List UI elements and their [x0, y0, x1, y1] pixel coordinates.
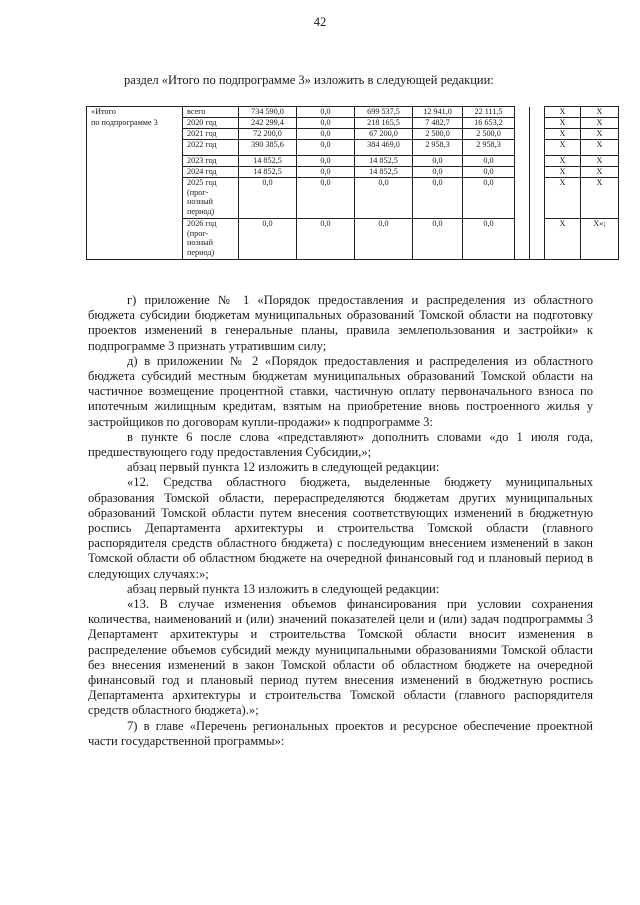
period-cell: 2025 год (прог- нозный период): [183, 178, 239, 219]
other-cell: 0,0: [463, 178, 515, 219]
paragraph: абзац первый пункта 13 изложить в следующей редакции:: [127, 581, 440, 596]
federal-cell: 0,0: [297, 219, 355, 260]
local-cell: 0,0: [413, 219, 463, 260]
x-cell: Х: [545, 107, 581, 118]
period-cell: 2026 год (прог- нозный период): [183, 219, 239, 260]
x-cell: Х: [581, 118, 619, 129]
regional-cell: 0,0: [355, 219, 413, 260]
x-cell: Х: [545, 167, 581, 178]
other-cell: 2 958,3: [463, 140, 515, 156]
total-cell: 0,0: [239, 178, 297, 219]
period-cell: 2021 год: [183, 129, 239, 140]
local-cell: 0,0: [413, 156, 463, 167]
regional-cell: 699 537,5: [355, 107, 413, 118]
paragraph: в пункте 6 после слова «представляют» дополнить словами «до 1 июля года, предшествующего году предоставления Субсидии,»;: [88, 429, 593, 460]
spacer-cell: [530, 118, 545, 129]
x-cell: Х: [545, 129, 581, 140]
spacer-cell: [515, 129, 530, 140]
federal-cell: 0,0: [297, 107, 355, 118]
x-cell: Х: [581, 178, 619, 219]
total-cell: 390 385,6: [239, 140, 297, 156]
x-cell: Х: [545, 178, 581, 219]
other-cell: 0,0: [463, 156, 515, 167]
local-cell: 2 958,3: [413, 140, 463, 156]
spacer-cell: [515, 107, 530, 118]
spacer-cell: [530, 129, 545, 140]
spacer-cell: [530, 107, 545, 118]
spacer-cell: [515, 140, 530, 156]
other-cell: 16 653,2: [463, 118, 515, 129]
total-cell: 14 852,5: [239, 156, 297, 167]
spacer-cell: [515, 156, 530, 167]
paragraph: «12. Средства областного бюджета, выделенные бюджету муниципальных образования Томской области, перераспределяются бюджетам других муниципальных образований Томской области путем внесения соответствующих изменений в бюджетную роспись Департамента архитектуры и строительства Томской области (главного распорядителя средств областного бюджета) с последующим внесением изменений в закон Томской области об областном бюджете на очередной финансовый год и плановый период в следующих случаях:»;: [88, 475, 593, 581]
paragraph: г) приложение № 1 «Порядок предоставления и распределения из областного бюджета субсидии бюджетам муниципальных образований Томской области на подготовку проектов изменений в генеральные планы, правила землепользования и застройки» к подпрограмме 3 признать утратившим силу;: [88, 293, 593, 353]
period-cell: 2022 год: [183, 140, 239, 156]
period-cell: 2020 год: [183, 118, 239, 129]
x-cell: Х»;: [581, 219, 619, 260]
regional-cell: 384 469,0: [355, 140, 413, 156]
paragraph: «13. В случае изменения объемов финансирования при условии сохранения количества, наименований и (или) значений показателей цели и (или) задач подпрограммы 3 Департамент архитектуры и строительства Томской области вносит изменения в распределение объемов субсидий между муниципальными образованиями Томской области без внесения изменений в закон Томской области об областном бюджете на очередной финансовый год и плановый период путем внесения изменений в бюджетную роспись Департамента архитектуры и строительства Томской области (главного распорядителя средств областного бюджета).»;: [88, 597, 593, 718]
period-cell: 2024 год: [183, 167, 239, 178]
spacer-cell: [515, 178, 530, 219]
regional-cell: 218 165,5: [355, 118, 413, 129]
federal-cell: 0,0: [297, 156, 355, 167]
paragraph: 7) в главе «Перечень региональных проектов и ресурсное обеспечение проектной части государственной программы»:: [88, 718, 593, 748]
spacer-cell: [530, 178, 545, 219]
local-cell: 0,0: [413, 167, 463, 178]
other-cell: 2 500,0: [463, 129, 515, 140]
section-heading: раздел «Итого по подпрограмме 3» изложить в следующей редакции:: [124, 73, 494, 87]
total-cell: 734 590,0: [239, 107, 297, 118]
page-number: 42: [313, 15, 327, 29]
regional-cell: 67 200,0: [355, 129, 413, 140]
x-cell: Х: [581, 140, 619, 156]
other-cell: 22 111,5: [463, 107, 515, 118]
federal-cell: 0,0: [297, 118, 355, 129]
spacer-cell: [530, 140, 545, 156]
regional-cell: 0,0: [355, 178, 413, 219]
period-cell: всего: [183, 107, 239, 118]
spacer-cell: [515, 219, 530, 260]
regional-cell: 14 852,5: [355, 167, 413, 178]
other-cell: 0,0: [463, 219, 515, 260]
local-cell: 12 941,0: [413, 107, 463, 118]
spacer-cell: [530, 156, 545, 167]
federal-cell: 0,0: [297, 167, 355, 178]
x-cell: Х: [545, 219, 581, 260]
other-cell: 0,0: [463, 167, 515, 178]
period-cell: 2023 год: [183, 156, 239, 167]
spacer-cell: [530, 167, 545, 178]
x-cell: Х: [545, 118, 581, 129]
x-cell: Х: [581, 156, 619, 167]
federal-cell: 0,0: [297, 129, 355, 140]
regional-cell: 14 852,5: [355, 156, 413, 167]
x-cell: Х: [581, 129, 619, 140]
spacer-cell: [530, 219, 545, 260]
total-cell: 242 299,4: [239, 118, 297, 129]
table-row: [87, 107, 619, 118]
document-body: [88, 293, 593, 749]
paragraph: д) в приложении № 2 «Порядок предоставления и распределения из областного бюджета субсидий местным бюджетам муниципальных образований Томской области на частичное возмещение процентной ставки, частичную оплату первоначального взноса по ипотечным жилищным кредитам, взятым на приобретение вновь построенного жилья у застройщиков по договорам купли-продажи» к подпрограмме 3:: [88, 353, 593, 429]
paragraph: абзац первый пункта 12 изложить в следующей редакции:: [127, 460, 440, 475]
financing-table: [86, 106, 619, 260]
x-cell: Х: [581, 167, 619, 178]
total-cell: 0,0: [239, 219, 297, 260]
local-cell: 0,0: [413, 178, 463, 219]
federal-cell: 0,0: [297, 178, 355, 219]
local-cell: 2 500,0: [413, 129, 463, 140]
spacer-cell: [515, 167, 530, 178]
total-cell: 72 200,0: [239, 129, 297, 140]
x-cell: Х: [545, 156, 581, 167]
federal-cell: 0,0: [297, 140, 355, 156]
subprogram-total-label: «Итого по подпрограмме 3: [87, 107, 183, 260]
total-cell: 14 852,5: [239, 167, 297, 178]
spacer-cell: [515, 118, 530, 129]
local-cell: 7 482,7: [413, 118, 463, 129]
x-cell: Х: [545, 140, 581, 156]
x-cell: Х: [581, 107, 619, 118]
